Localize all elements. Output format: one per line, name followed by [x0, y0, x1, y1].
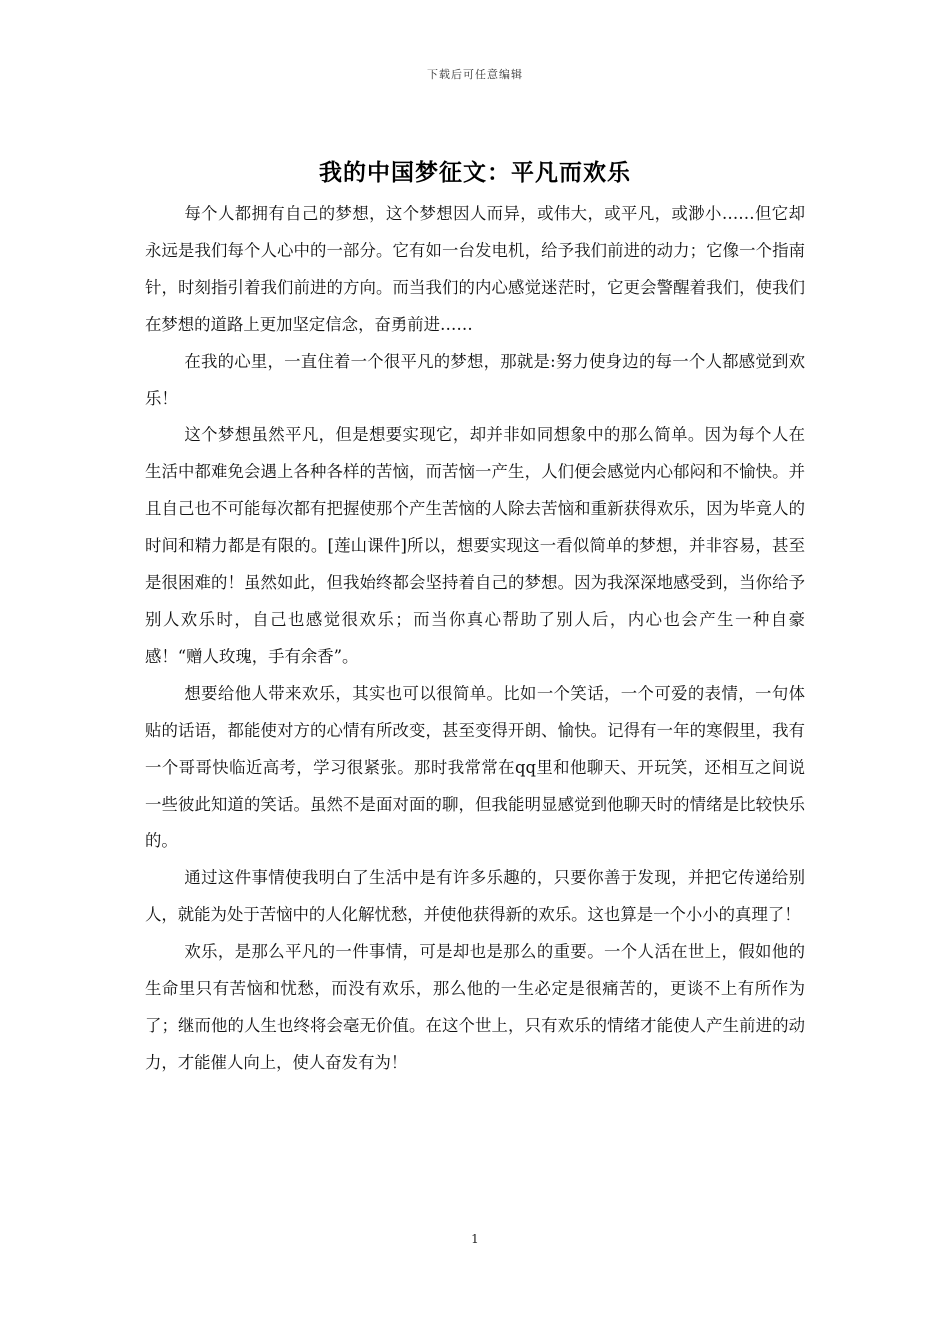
page-header-note: 下载后可任意编辑 [427, 68, 523, 81]
paragraph: 欢乐，是那么平凡的一件事情，可是却也是那么的重要。一个人活在世上，假如他的生命里只有苦恼和忧愁，而没有欢乐，那么他的一生必定是很痛苦的，更谈不上有所作为了；继而他的人生也终将会毫无价值。在这个世上，只有欢乐的情绪才能使人产生前进的动力，才能催人向上，使人奋发有为！ [145, 942, 805, 1072]
paragraph: 每个人都拥有自己的梦想，这个梦想因人而异，或伟大，或平凡，或渺小……但它却永远是我们每个人心中的一部分。它有如一台发电机，给予我们前进的动力；它像一个指南针，时刻指引着我们前进的方向。而当我们的内心感觉迷茫时，它更会警醒着我们，使我们在梦想的道路上更加坚定信念，奋勇前进…… [145, 204, 805, 334]
document-title: 我的中国梦征文：平凡而欢乐 [319, 159, 631, 186]
paragraph: 想要给他人带来欢乐，其实也可以很简单。比如一个笑话，一个可爱的表情，一句体贴的话语，都能使对方的心情有所改变，甚至变得开朗、愉快。记得有一年的寒假里，我有一个哥哥快临近高考，学习很紧张。那时我常常在qq里和他聊天、开玩笑，还相互之间说一些彼此知道的笑话。虽然不是面对面的聊，但我能明显感觉到他聊天时的情绪是比较快乐的。 [145, 683, 805, 851]
page-number: 1 [471, 1232, 479, 1246]
document-body [145, 196, 805, 1082]
paragraph: 通过这件事情使我明白了生活中是有许多乐趣的，只要你善于发现，并把它传递给别人，就能为处于苦恼中的人化解忧愁，并使他获得新的欢乐。这也算是一个小小的真理了！ [145, 868, 805, 925]
paragraph: 这个梦想虽然平凡，但是想要实现它，却并非如同想象中的那么简单。因为每个人在生活中都难免会遇上各种各样的苦恼，而苦恼一产生，人们便会感觉内心郁闷和不愉快。并且自己也不可能每次都有把握使那个产生苦恼的人除去苦恼和重新获得欢乐，因为毕竟人的时间和精力都是有限的。[莲山课件]所以，想要实现这一看似简单的梦想，并非容易，甚至是很困难的！虽然如此，但我始终都会坚持着自己的梦想。因为我深深地感受到，当你给予别人欢乐时，自己也感觉很欢乐；而当你真心帮助了别人后，内心也会产生一种自豪感！“赠人玫瑰，手有余香”。 [145, 425, 805, 666]
paragraph: 在我的心里，一直住着一个很平凡的梦想，那就是:努力使身边的每一个人都感觉到欢乐！ [145, 351, 805, 408]
